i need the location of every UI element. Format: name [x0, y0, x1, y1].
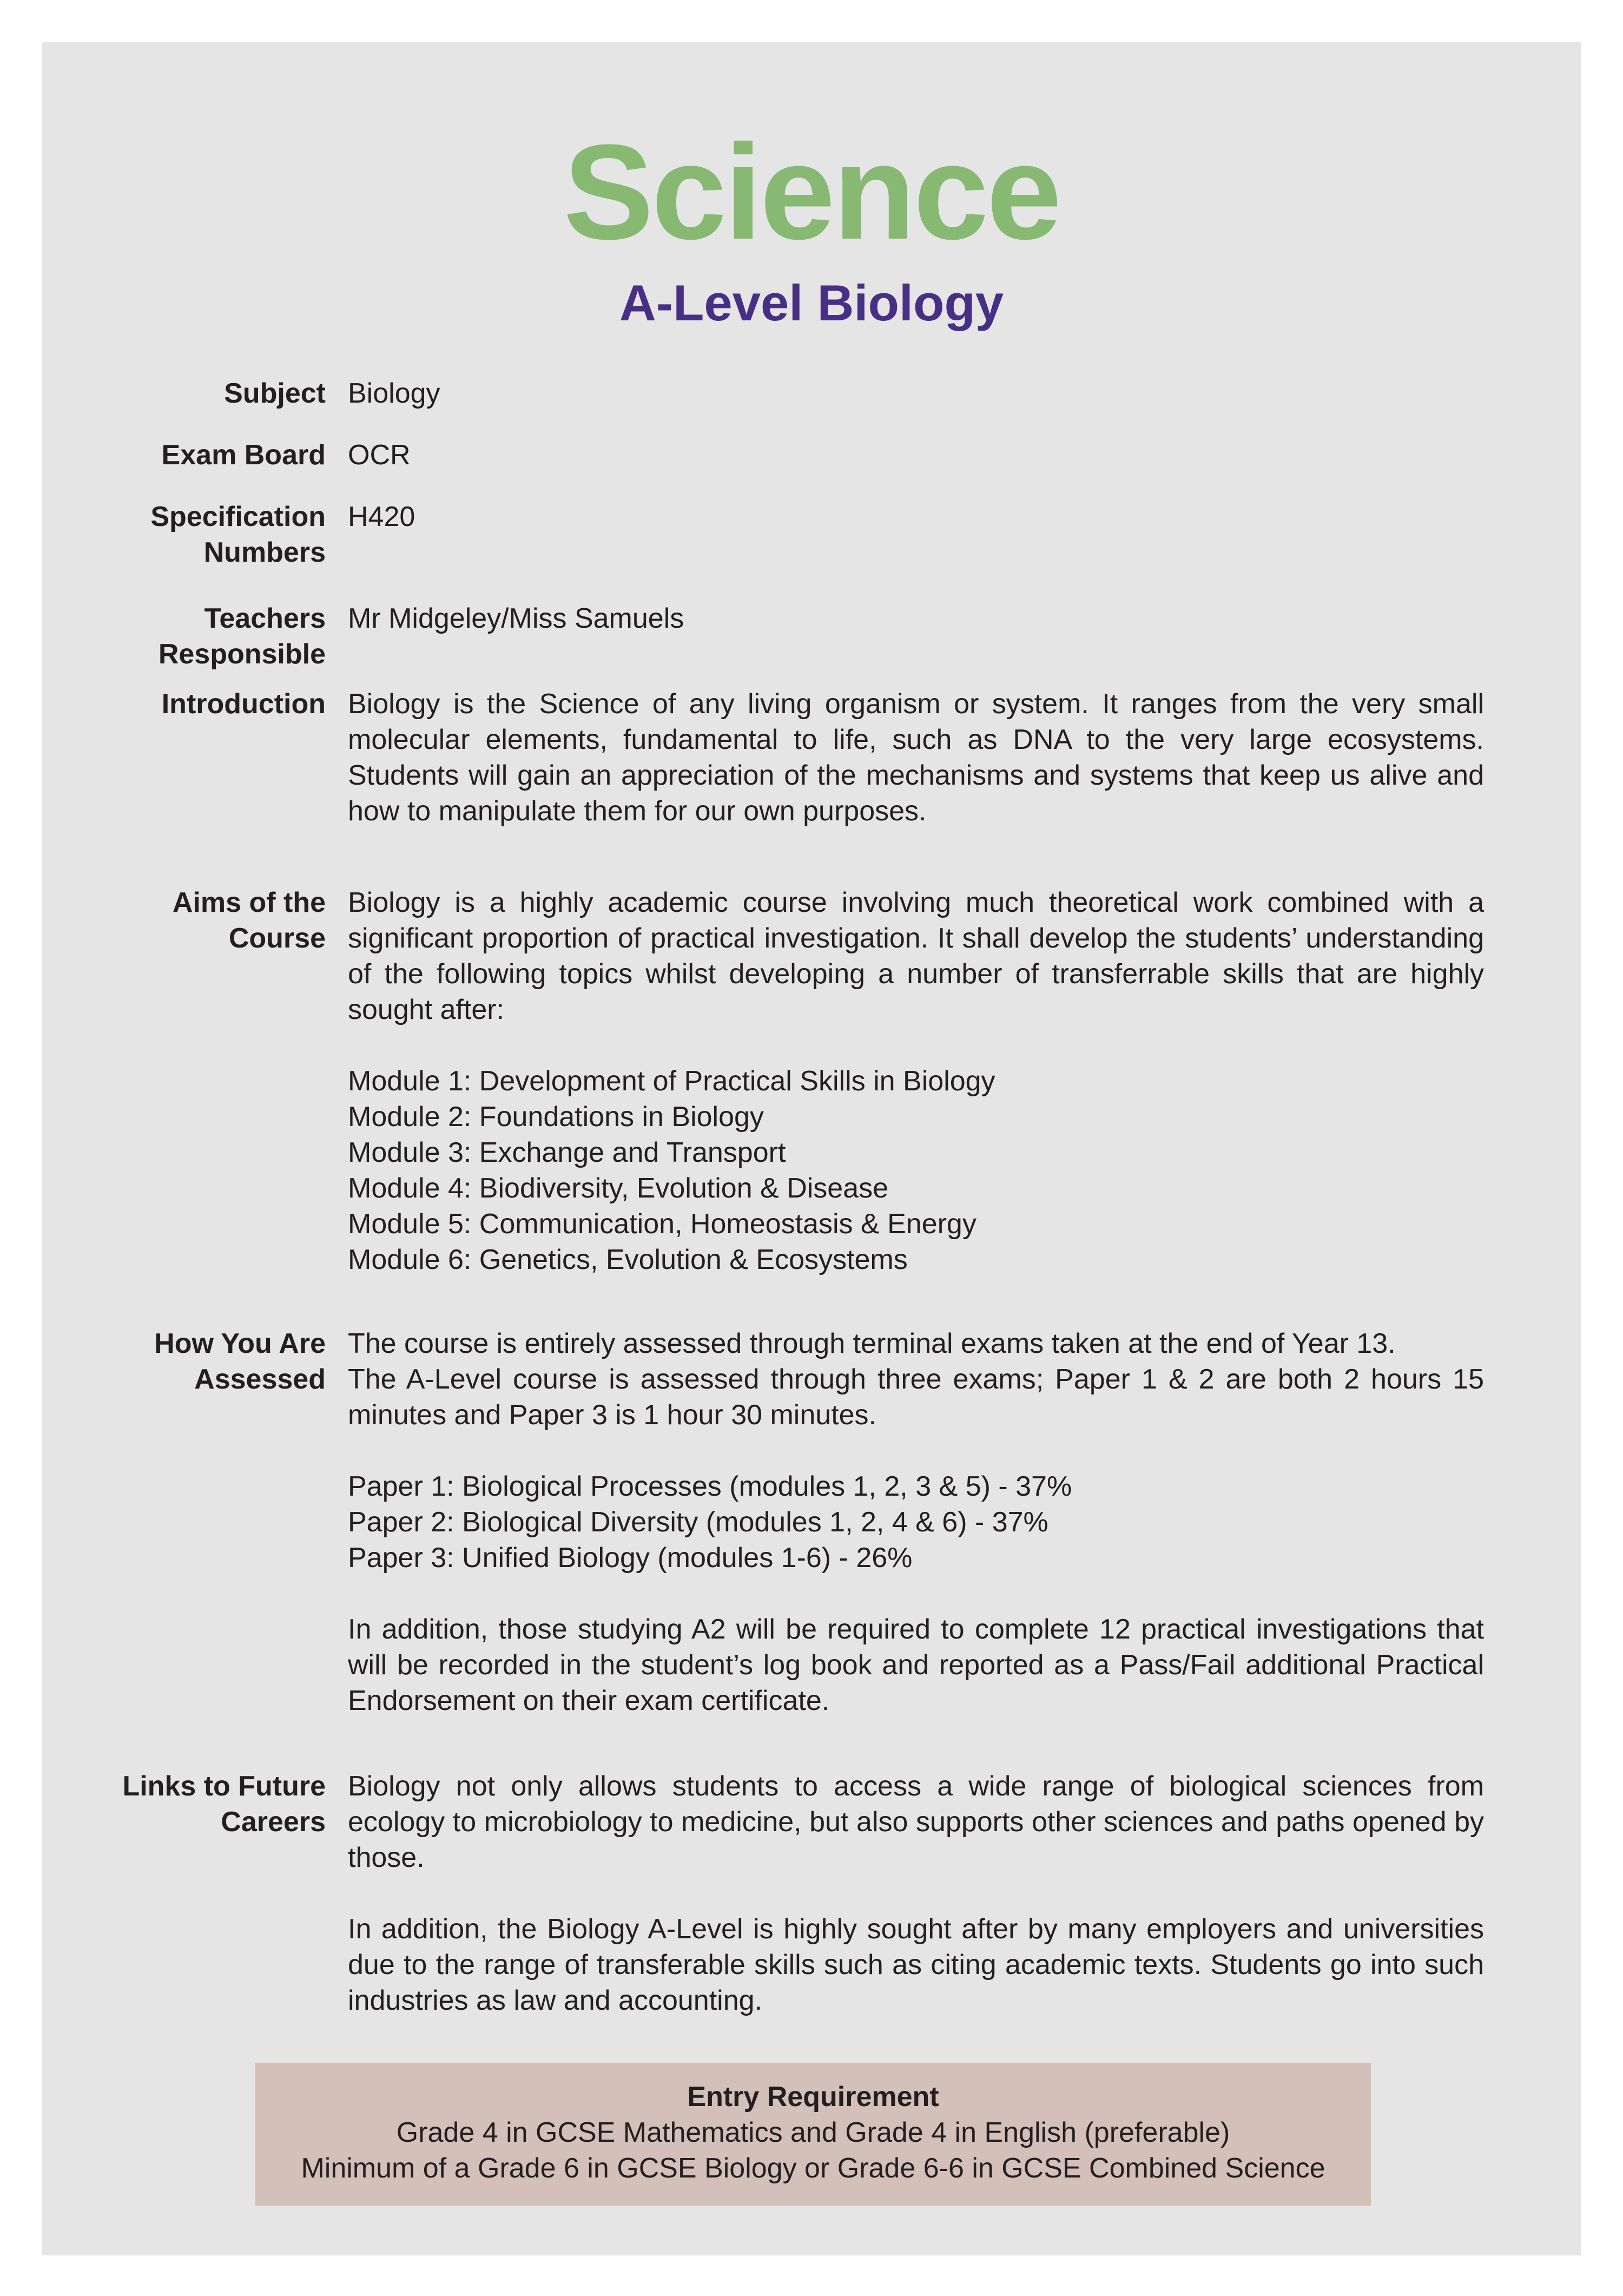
entry-requirement-box [255, 2063, 1371, 2206]
aims-label-line2: Course [228, 923, 326, 954]
specification-label-line1: Specification [150, 501, 326, 532]
introduction-label: Introduction [161, 688, 326, 720]
exam-board-value: OCR [348, 439, 411, 471]
careers-paragraph-2: In addition, the Biology A-Level is highly sought after by many employers and universities due to the range of transferable skills such as citing academic texts. Students go into such industries as law and accounting. [348, 1913, 1484, 2016]
aims-label [108, 885, 326, 956]
teachers-value: Mr Midgeley/Miss Samuels [348, 603, 684, 634]
teachers-label-line2: Responsible [158, 639, 326, 670]
module-item: Module 5: Communication, Homeostasis & Energy [348, 1208, 977, 1240]
module-item: Module 6: Genetics, Evolution & Ecosystems [348, 1244, 908, 1275]
careers-label-line1: Links to Future [122, 1771, 326, 1802]
page-subtitle: A-Level Biology [619, 274, 1004, 331]
subject-label: Subject [224, 378, 326, 409]
careers-text [348, 1768, 1484, 2018]
assessment-label-line1: How You Are [154, 1328, 326, 1359]
assessment-text [348, 1326, 1484, 1719]
assessment-paragraph: The A-Level course is assessed through three exams; Paper 1 & 2 are both 2 hours 15 minutes and Paper 3 is 1 hour 30 minutes. [348, 1364, 1484, 1431]
exam-board-label: Exam Board [161, 439, 326, 471]
assessment-line1: The course is entirely assessed through terminal exams taken at the end of Year 13. [348, 1328, 1396, 1359]
module-item: Module 2: Foundations in Biology [348, 1101, 764, 1133]
teachers-label-line1: Teachers [204, 603, 326, 634]
page-title: Science [563, 116, 1060, 267]
specification-label [108, 499, 326, 570]
module-list [348, 1063, 1484, 1278]
paper-item: Paper 1: Biological Processes (modules 1, 2, 3 & 5) - 37% [348, 1471, 1072, 1502]
paper-item: Paper 2: Biological Diversity (modules 1, 2, 4 & 6) - 37% [348, 1506, 1048, 1538]
entry-requirement-line1: Grade 4 in GCSE Mathematics and Grade 4 in English (preferable) [396, 2117, 1230, 2148]
subject-value: Biology [348, 378, 440, 409]
module-item: Module 3: Exchange and Transport [348, 1137, 786, 1168]
introduction-paragraph: Biology is the Science of any living organism or system. It ranges from the very small molecular elements, fundamental to life, such as DNA to the very large ecosystems. Students will gain an appreciation of the mechanisms and systems that keep us alive and how to manipulate them for our own purposes. [348, 688, 1484, 827]
module-item: Module 4: Biodiversity, Evolution & Disease [348, 1173, 889, 1204]
paper-list [348, 1469, 1484, 1576]
aims-text [348, 885, 1484, 1278]
specification-label-line2: Numbers [203, 537, 326, 568]
entry-requirement-heading: Entry Requirement [687, 2081, 939, 2113]
paper-item: Paper 3: Unified Biology (modules 1-6) - 26% [348, 1542, 913, 1574]
specification-value: H420 [348, 501, 415, 532]
module-item: Module 1: Development of Practical Skills in Biology [348, 1065, 995, 1097]
introduction-text [348, 686, 1484, 829]
careers-paragraph-1: Biology not only allows students to access a wide range of biological sciences from ecology to microbiology to medicine, but also supports other sciences and paths opened by those. [348, 1771, 1484, 1873]
assessment-label [108, 1326, 326, 1397]
entry-requirement-line2: Minimum of a Grade 6 in GCSE Biology or Grade 6-6 in GCSE Combined Science [301, 2153, 1325, 2184]
assessment-label-line2: Assessed [194, 1364, 326, 1395]
careers-label [108, 1768, 326, 1840]
practical-paragraph: In addition, those studying A2 will be required to complete 12 practical investigations that will be recorded in the student’s log book and reported as a Pass/Fail additional Practical Endorsement on their exam certificate. [348, 1614, 1484, 1716]
aims-paragraph: Biology is a highly academic course involving much theoretical work combined with a significant proportion of practical investigation. It shall develop the students’ understanding of the following topics whilst developing a number of transferrable skills that are highly sought after: [348, 887, 1484, 1025]
aims-label-line1: Aims of the [172, 887, 326, 918]
teachers-label [108, 601, 326, 672]
careers-label-line2: Careers [221, 1806, 326, 1838]
